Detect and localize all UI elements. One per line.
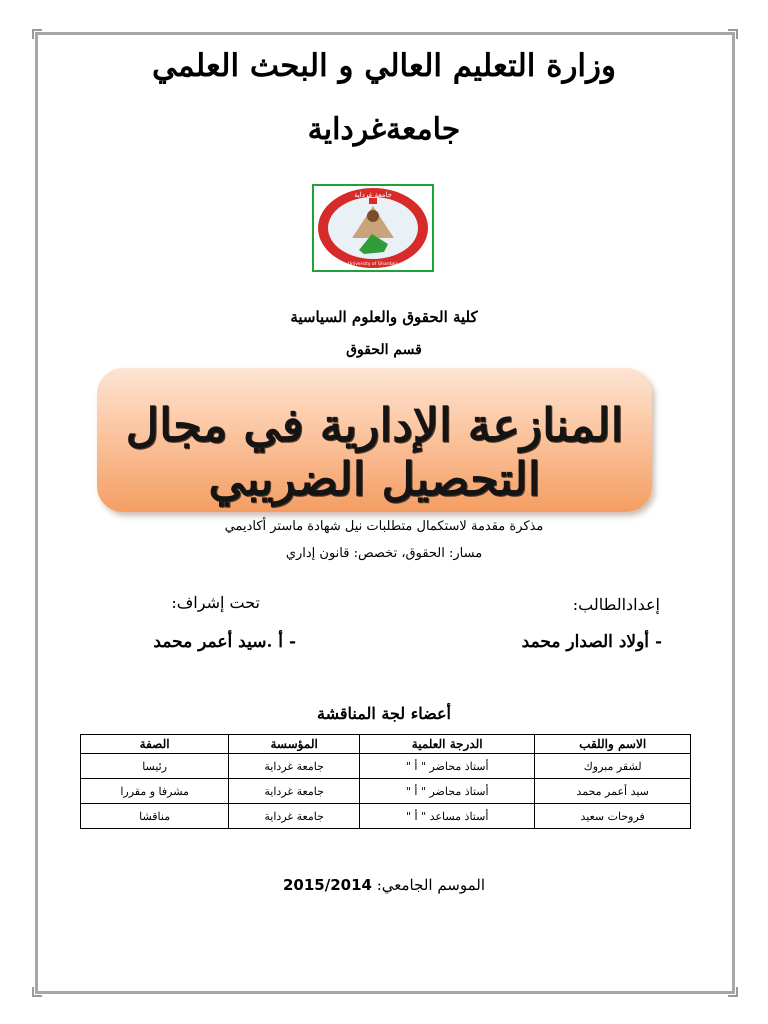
- table-cell: رئيسا: [81, 754, 229, 779]
- column-header: المؤسسة: [229, 735, 360, 754]
- logo-top-text: جامعة غرداية: [354, 191, 392, 199]
- university-logo: [312, 184, 434, 272]
- committee-title: أعضاء لجة المناقشة: [317, 704, 451, 723]
- table-cell: أستاذ محاضر " أ ": [360, 754, 535, 779]
- ministry-title: وزارة التعليم العالي و البحث العلمي: [152, 48, 616, 84]
- table-row: [81, 779, 691, 804]
- corner-ornament: [728, 29, 738, 39]
- table-cell: أستاذ محاضر " أ ": [360, 779, 535, 804]
- table-header-row: [81, 735, 691, 754]
- table-cell: جامعة غرداية: [229, 779, 360, 804]
- university-name: جامعةغرداية: [307, 112, 461, 147]
- corner-ornament: [728, 987, 738, 997]
- table-row: [81, 754, 691, 779]
- memo-line: مذكرة مقدمة لاستكمال متطلبات نيل شهادة ماستر أكاديمي: [224, 519, 544, 534]
- prepared-by-label: إعدادالطالب:: [572, 595, 660, 614]
- table-cell: أستاذ مساعد " أ ": [360, 804, 535, 829]
- table-cell: لشقر مبروك: [535, 754, 691, 779]
- academic-year-value: 2015/2014: [282, 876, 372, 894]
- department-name: قسم الحقوق: [346, 342, 422, 358]
- faculty-name: كلية الحقوق والعلوم السياسية: [290, 308, 478, 326]
- academic-year: [0, 876, 768, 894]
- thesis-title: المنازعة الإدارية في مجال التحصيل الضريبي: [125, 398, 624, 506]
- committee-table: [80, 734, 691, 829]
- table-row: [81, 804, 691, 829]
- page-border: [35, 32, 735, 994]
- table-cell: جامعة غرداية: [229, 804, 360, 829]
- student-name: - أولاد الصدار محمد: [521, 632, 662, 652]
- table-cell: سيد أعمر محمد: [535, 779, 691, 804]
- corner-ornament: [32, 987, 42, 997]
- corner-ornament: [32, 29, 42, 39]
- supervised-by-label: تحت إشراف:: [171, 593, 260, 612]
- table-cell: مناقشا: [81, 804, 229, 829]
- logo-bottom-text: University of Ghardaia: [347, 262, 399, 267]
- table-cell: مشرفا و مقررا: [81, 779, 229, 804]
- table-cell: فروحات سعيد: [535, 804, 691, 829]
- track-line: مسار: الحقوق، تخصص: قانون إداري: [285, 546, 483, 561]
- column-header: الاسم واللقب: [535, 735, 691, 754]
- column-header: الصفة: [81, 735, 229, 754]
- title-banner: [97, 368, 652, 512]
- academic-year-label: الموسم الجامعي:: [376, 876, 486, 894]
- table-cell: جامعة غرداية: [229, 754, 360, 779]
- supervisor-name: - أ .سيد أعمر محمد: [153, 632, 296, 652]
- column-header: الدرجة العلمية: [360, 735, 535, 754]
